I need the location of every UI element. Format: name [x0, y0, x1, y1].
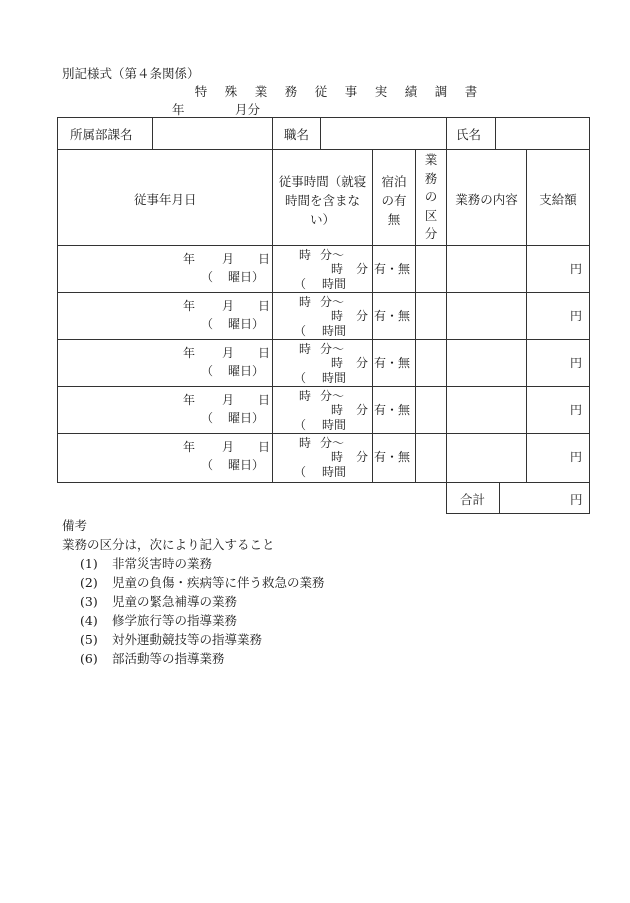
row-year: 年	[183, 299, 196, 313]
row-month: 月	[222, 440, 235, 454]
row-month: 月	[222, 393, 235, 407]
row-paren-open: （	[201, 458, 214, 472]
row-hour: 時	[299, 342, 312, 356]
row-min2: 分	[356, 403, 369, 417]
row-min2: 分	[356, 309, 369, 323]
row-yen: 円	[570, 356, 583, 370]
row-category-field[interactable]	[416, 434, 446, 480]
row-overnight: 有・無	[374, 262, 411, 276]
notes-item-num: (3)	[80, 594, 98, 609]
row-min2: 分	[356, 356, 369, 370]
row-hours-total: 時間	[322, 371, 347, 385]
document-title	[186, 82, 486, 100]
row-hour: 時	[299, 389, 312, 403]
row-overnight: 有・無	[374, 356, 411, 370]
notes	[62, 516, 325, 668]
col-category-char: の	[424, 189, 438, 204]
period-month: 月分	[235, 102, 261, 117]
row-paren-open: （	[201, 317, 214, 331]
col-category-char: 分	[424, 226, 438, 241]
total-label: 合計	[460, 492, 486, 507]
row-content-field[interactable]	[447, 246, 526, 292]
row-overnight: 有・無	[374, 309, 411, 323]
row-hours-total: 時間	[322, 324, 347, 338]
notes-item-num: (1)	[80, 556, 98, 571]
notes-item	[62, 554, 325, 573]
row-month: 月	[222, 299, 235, 313]
col-time-line: 従事時間（就寝	[278, 174, 367, 189]
post-field[interactable]	[321, 118, 445, 149]
title-char: 特	[194, 84, 208, 99]
notes-item-text: 修学旅行等の指導業務	[112, 613, 238, 628]
title-char: 業	[254, 84, 268, 99]
col-time-line: 時間を含まな	[284, 193, 360, 208]
row-weekday: 曜日）	[228, 411, 265, 425]
row-category-field[interactable]	[416, 293, 446, 339]
row-content-field[interactable]	[447, 434, 526, 480]
row-paren2: （	[294, 277, 307, 291]
row-min-tilde: 分～	[320, 436, 345, 450]
row-min-tilde: 分～	[320, 389, 345, 403]
row-min-tilde: 分～	[320, 342, 345, 356]
col-overnight-line: の有	[381, 193, 407, 208]
table-border-right	[589, 117, 590, 514]
row-month: 月	[222, 346, 235, 360]
notes-heading: 備考	[62, 518, 88, 533]
row-min2: 分	[356, 262, 369, 276]
notes-item-text: 対外運動競技等の指導業務	[112, 632, 263, 647]
notes-item	[62, 649, 325, 668]
row-hour: 時	[299, 248, 312, 262]
row-overnight: 有・無	[374, 403, 411, 417]
col-category-char: 区	[424, 207, 438, 223]
row-paren2: （	[294, 371, 307, 385]
row-yen: 円	[570, 309, 583, 323]
row-overnight: 有・無	[374, 450, 411, 464]
notes-item-num: (5)	[80, 632, 98, 647]
row-paren2: （	[294, 465, 307, 479]
title-char: 務	[284, 84, 298, 99]
row-category-field[interactable]	[416, 246, 446, 292]
row-hour2: 時	[331, 262, 344, 276]
dept-label: 所属部課名	[70, 127, 133, 142]
col-date: 従事年月日	[134, 192, 197, 207]
row-day: 日	[258, 252, 271, 266]
row-hour: 時	[299, 295, 312, 309]
row-weekday: 曜日）	[228, 270, 265, 284]
col-overnight-line: 宿泊	[381, 174, 407, 189]
row-paren-open: （	[201, 270, 214, 284]
row-day: 日	[258, 346, 271, 360]
table-border-left	[57, 117, 58, 483]
row-hour2: 時	[331, 403, 344, 417]
notes-item	[62, 573, 325, 592]
dept-field[interactable]	[153, 118, 271, 149]
title-char: 績	[404, 84, 418, 99]
row-yen: 円	[570, 262, 583, 276]
notes-item-text: 非常災害時の業務	[112, 556, 213, 571]
row-paren-open: （	[201, 411, 214, 425]
row-category-field[interactable]	[416, 387, 446, 433]
col-time	[273, 172, 372, 229]
total-border-bottom	[446, 513, 589, 514]
row-yen: 円	[570, 403, 583, 417]
notes-item-text: 部活動等の指導業務	[112, 651, 225, 666]
total-yen: 円	[570, 492, 583, 507]
col-time-line: い）	[309, 212, 335, 227]
col-overnight	[373, 172, 415, 229]
row-content-field[interactable]	[447, 293, 526, 339]
title-char: 調	[434, 84, 448, 99]
notes-intro: 業務の区分は，次により記入すること	[62, 537, 275, 552]
table-rule	[57, 149, 589, 150]
form-label: 別記様式（第４条関係）	[62, 66, 200, 81]
notes-item-text: 児童の緊急補導の業務	[112, 594, 238, 609]
notes-item	[62, 592, 325, 611]
title-char: 従	[314, 84, 328, 99]
row-year: 年	[183, 440, 196, 454]
name-field[interactable]	[496, 118, 588, 149]
row-paren2: （	[294, 418, 307, 432]
row-paren2: （	[294, 324, 307, 338]
row-hours-total: 時間	[322, 418, 347, 432]
row-content-field[interactable]	[447, 387, 526, 433]
row-hours-total: 時間	[322, 465, 347, 479]
row-min-tilde: 分～	[320, 295, 345, 309]
col-category	[416, 151, 446, 244]
row-min2: 分	[356, 450, 369, 464]
title-char: 事	[344, 84, 358, 99]
row-day: 日	[258, 299, 271, 313]
row-year: 年	[183, 252, 196, 266]
row-weekday: 曜日）	[228, 458, 265, 472]
row-weekday: 曜日）	[228, 364, 265, 378]
row-hours-total: 時間	[322, 277, 347, 291]
name-label: 氏名	[456, 127, 482, 142]
col-category-char: 業	[424, 152, 438, 167]
title-char: 殊	[224, 84, 238, 99]
notes-item-num: (2)	[80, 575, 98, 590]
row-content-field[interactable]	[447, 340, 526, 386]
notes-item-num: (4)	[80, 613, 98, 628]
row-weekday: 曜日）	[228, 317, 265, 331]
row-min-tilde: 分～	[320, 248, 345, 262]
row-hour: 時	[299, 436, 312, 450]
title-char: 書	[464, 84, 478, 99]
row-hour2: 時	[331, 356, 344, 370]
row-year: 年	[183, 393, 196, 407]
total-amount-field[interactable]	[500, 483, 568, 513]
row-category-field[interactable]	[416, 340, 446, 386]
row-hour2: 時	[331, 309, 344, 323]
notes-item-text: 児童の負傷・疾病等に伴う救急の業務	[112, 575, 325, 590]
post-label: 職名	[284, 127, 310, 142]
row-year: 年	[183, 346, 196, 360]
title-char: 実	[374, 84, 388, 99]
col-content: 業務の内容	[455, 192, 518, 207]
row-day: 日	[258, 440, 271, 454]
row-yen: 円	[570, 450, 583, 464]
row-hour2: 時	[331, 450, 344, 464]
col-overnight-line: 無	[387, 212, 401, 227]
col-category-char: 務	[424, 170, 438, 186]
notes-item	[62, 630, 325, 649]
row-month: 月	[222, 252, 235, 266]
notes-item-num: (6)	[80, 651, 98, 666]
period-year: 年	[172, 102, 185, 117]
notes-item	[62, 611, 325, 630]
row-paren-open: （	[201, 364, 214, 378]
row-day: 日	[258, 393, 271, 407]
col-amount: 支給額	[539, 192, 577, 207]
